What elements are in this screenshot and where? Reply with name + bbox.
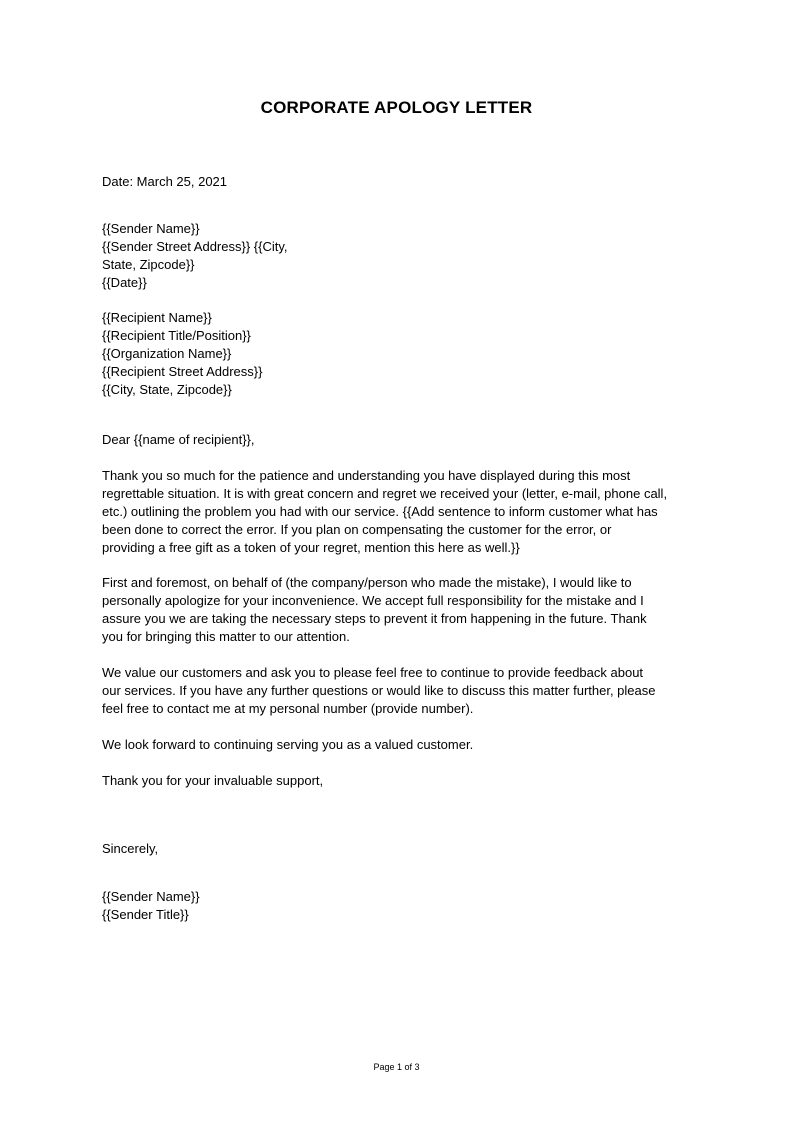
recipient-organization: {{Organization Name}}: [102, 346, 232, 361]
document-title: CORPORATE APOLOGY LETTER: [260, 98, 533, 117]
salutation-text: Dear {{name of recipient}},: [102, 432, 255, 447]
paragraph-line: We value our customers and ask you to please feel free to continue to provide feedback about: [102, 665, 644, 680]
closing: [102, 840, 702, 858]
sender-address-block: [102, 220, 702, 292]
paragraph-line: etc.) outlining the problem you had with our service. {{Add sentence to inform customer what has: [102, 504, 658, 519]
paragraph-line: Thank you for your invaluable support,: [102, 773, 324, 788]
closing-text: Sincerely,: [102, 841, 159, 856]
paragraph-support: [102, 772, 702, 790]
paragraph-line: First and foremost, on behalf of (the company/person who made the mistake), I would like to: [102, 575, 632, 590]
paragraph-line: our services. If you have any further questions or would like to discuss this matter further, please: [102, 683, 656, 698]
date-text: Date: March 25, 2021: [102, 174, 228, 189]
paragraph-line: Thank you so much for the patience and understanding you have displayed during this most: [102, 468, 631, 483]
sender-city-state-zip: State, Zipcode}}: [102, 257, 195, 272]
signature-sender-title: {{Sender Title}}: [102, 907, 189, 922]
paragraph-apology: [102, 574, 702, 646]
recipient-title: {{Recipient Title/Position}}: [102, 328, 251, 343]
signature-sender-name: {{Sender Name}}: [102, 889, 200, 904]
paragraph-line: been done to correct the error. If you plan on compensating the customer for the error, or: [102, 522, 612, 537]
recipient-city-state-zip: {{City, State, Zipcode}}: [102, 382, 232, 397]
paragraph-line: providing a free gift as a token of your regret, mention this here as well.}}: [102, 540, 520, 555]
paragraph-line: We look forward to continuing serving you as a valued customer.: [102, 737, 474, 752]
paragraph-look-forward: [102, 736, 702, 754]
sender-name: {{Sender Name}}: [102, 221, 200, 236]
signature-block: [102, 888, 702, 924]
paragraph-line: personally apologize for your inconvenience. We accept full responsibility for the mistake and I: [102, 593, 644, 608]
paragraph-line: you for bringing this matter to our attention.: [102, 629, 350, 644]
paragraph-feedback: [102, 664, 702, 718]
recipient-address-block: [102, 309, 702, 399]
paragraph-line: feel free to contact me at my personal number (provide number).: [102, 701, 474, 716]
salutation: [102, 431, 702, 449]
paragraph-line: regrettable situation. It is with great concern and regret we received your (letter, e-mail, phone call,: [102, 486, 668, 501]
paragraph-thank-you: [102, 467, 702, 557]
page-number-footer: Page 1 of 3: [373, 1062, 420, 1072]
sender-date: {{Date}}: [102, 275, 147, 290]
paragraph-line: assure you we are taking the necessary steps to prevent it from happening in the future. Thank: [102, 611, 647, 626]
date-line: [102, 173, 702, 191]
recipient-street-address: {{Recipient Street Address}}: [102, 364, 263, 379]
recipient-name: {{Recipient Name}}: [102, 310, 212, 325]
sender-street-address: {{Sender Street Address}} {{City,: [102, 239, 288, 254]
